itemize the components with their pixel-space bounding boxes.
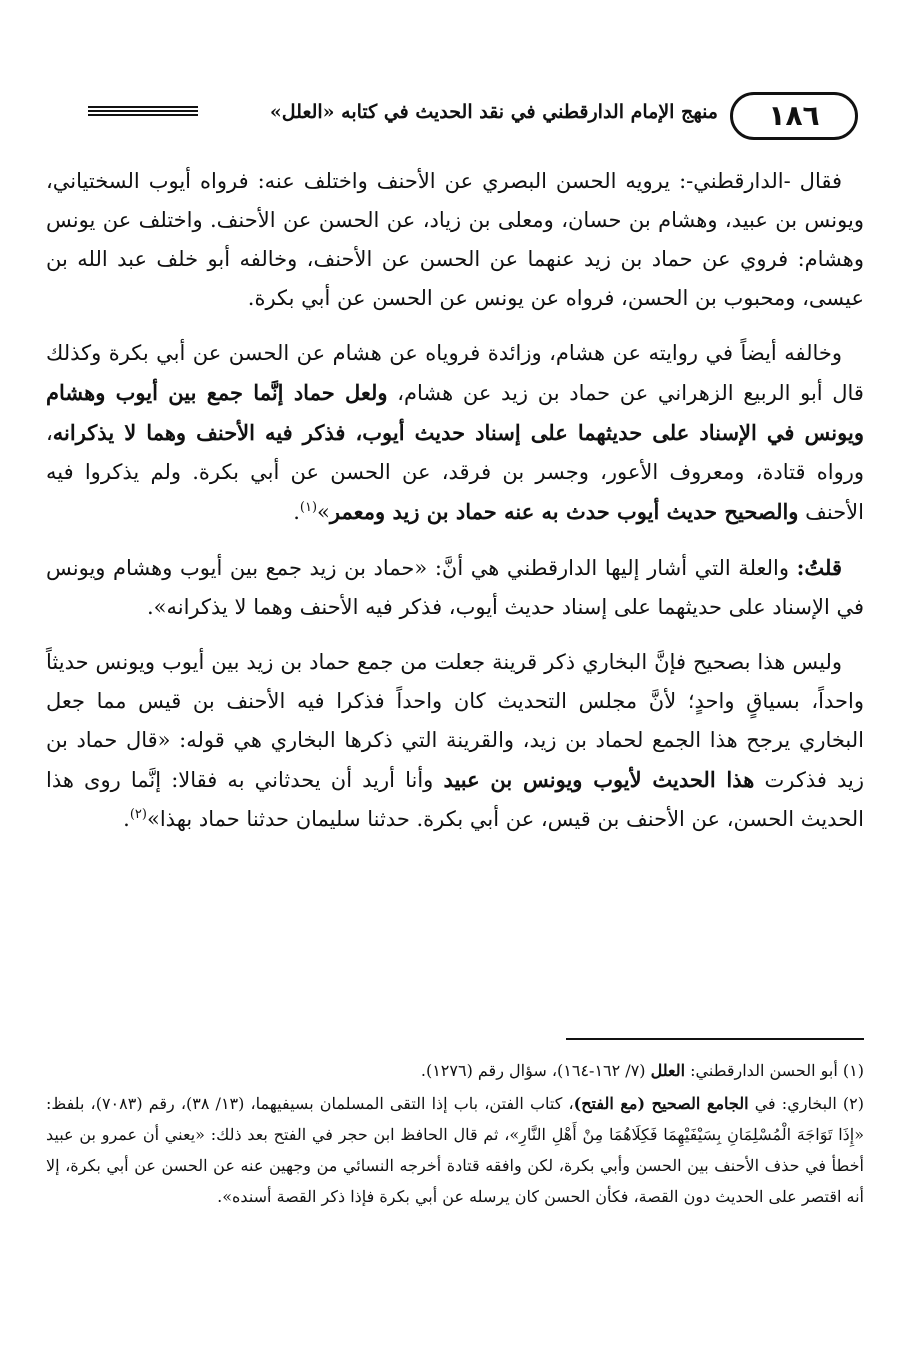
footnote-2-bold: الجامع الصحيح (مع الفتح) — [573, 1094, 749, 1113]
footnote-1-text-a: (١) أبو الحسن الدارقطني: — [685, 1061, 864, 1080]
footnotes — [46, 1055, 864, 1214]
paragraph-2 — [46, 334, 864, 532]
footnote-ref-2[interactable]: (٢) — [129, 807, 147, 822]
paragraph-2-bold-2: والصحيح حديث أيوب حدث به عنه حماد بن زيد ومعمر — [329, 499, 799, 524]
paragraph-2-text-b: ، ورواه قتادة، ومعروف الأعور، وجسر بن فرقد، عن الحسن عن أبي بكرة. ولم يذكروا فيه الأحنف — [46, 421, 864, 524]
paragraph-2-quote-end: » — [317, 500, 330, 524]
body-text — [46, 162, 864, 855]
footnote-1-text-b: (٧/ ١٦٢-١٦٤)، سؤال رقم (١٢٧٦). — [420, 1061, 651, 1080]
page-header — [88, 92, 858, 144]
paragraph-2-text-a: وخالفه أيضاً في روايته عن هشام، وزائدة فروياه عن هشام عن الحسن عن أبي بكرة وكذلك قال أبو الربيع الزهراني عن حماد بن زيد عن هشام، — [46, 341, 864, 405]
footnote-ref-1[interactable]: (١) — [299, 500, 318, 515]
paragraph-2-bold-1: ولعل حماد إنَّما جمع بين أيوب وهشام ويونس في الإسناد على حديثهما على إسناد حديث أيوب، فذكر فيه الأحنف وهما لا يذكرانه — [46, 380, 864, 445]
paragraph-3-lead: قلتُ: — [796, 555, 842, 580]
paragraph-3-text: والعلة التي أشار إليها الدارقطني هي أنَّ: «حماد بن زيد جمع بين أيوب وهشام ويونس في الإسناد على حديثهما على إسناد حديث أيوب، فذكر فيه الأحنف وهما لا يذكرانه». — [46, 556, 864, 619]
paragraph-1-text: فقال -الدارقطني-: يرويه الحسن البصري عن الأحنف واختلف عنه: فرواه أيوب السختياني، ويونس بن عبيد، وهشام بن حسان، ومعلى بن زياد، عن الحسن عن الأحنف. واختلف عن يونس وهشام: فروي عن حماد بن زيد عنهما عن الحسن عن الأحنف، وخالفه أبو خلف عبد الله بن عيسى، ومحبوب بن الحسن، فرواه عن يونس عن الحسن عن أبي بكرة. — [46, 169, 864, 310]
paragraph-3 — [46, 548, 864, 627]
header-rule — [88, 106, 198, 116]
footnote-1 — [46, 1055, 864, 1086]
paragraph-4-text-b: وأنا أريد أن يحدثاني به فقالا: إنَّما روى هذا الحديث الحسن، عن الأحنف بن قيس، عن أبي بكرة. حدثنا سليمان حدثنا حماد بهذا» — [46, 768, 864, 831]
paragraph-4-text-a: وليس هذا بصحيح فإنَّ البخاري ذكر قرينة جعلت من جمع حماد بن زيد بين أيوب ويونس حديثاً واحداً، بسياقٍ واحدٍ؛ لأنَّ مجلس التحديث كان واحداً فذكرا فيه الأحنف بن قيس مما جعل البخاري يرجح هذا الجمع لحماد بن زيد، والقرينة التي ذكرها البخاري هي قوله: «قال حماد بن زيد فذكرت — [46, 650, 864, 792]
paragraph-4-bold: هذا الحديث لأيوب ويونس بن عبيد — [443, 767, 755, 792]
footnote-separator — [566, 1038, 864, 1040]
footnote-2-text-b: ، كتاب الفتن، باب إذا التقى المسلمان بسيفيهما، (١٣/ ٣٨)، رقم (٧٠٨٣)، بلفظ: «إِذَا تَوَاجَهَ الْمُسْلِمَانِ بِسَيْفَيْهِمَا فَكِلَاهُمَا مِنْ أَهْلِ النَّارِ»، ثم قال الحافظ ابن حجر في الفتح بعد ذلك: «يعني أن عمرو بن عبيد أخطأ في حذف الأحنف بين الحسن وأبي بكرة، لكن وافقه قتادة أخرجه النسائي من وجهين عنه عن الحسن عن أبي بكرة، إلا أنه اقتصر على الحديث دون القصة، فكأن الحسن كان يرسله عن أبي بكرة فإذا ذكر القصة أسنده». — [46, 1094, 865, 1206]
footnote-2-text-a: (٢) البخاري: في — [748, 1094, 865, 1113]
paragraph-1 — [46, 162, 864, 318]
footnote-2 — [46, 1088, 864, 1212]
footnote-1-bold: العلل — [650, 1061, 686, 1080]
paragraph-4-dot: . — [123, 807, 130, 831]
paragraph-4 — [46, 643, 864, 839]
running-title: منهج الإمام الدارقطني في نقد الحديث في كتابه «العلل» — [269, 101, 718, 123]
paragraph-2-dot: . — [293, 500, 300, 524]
page-number: ١٨٦ — [730, 92, 858, 140]
